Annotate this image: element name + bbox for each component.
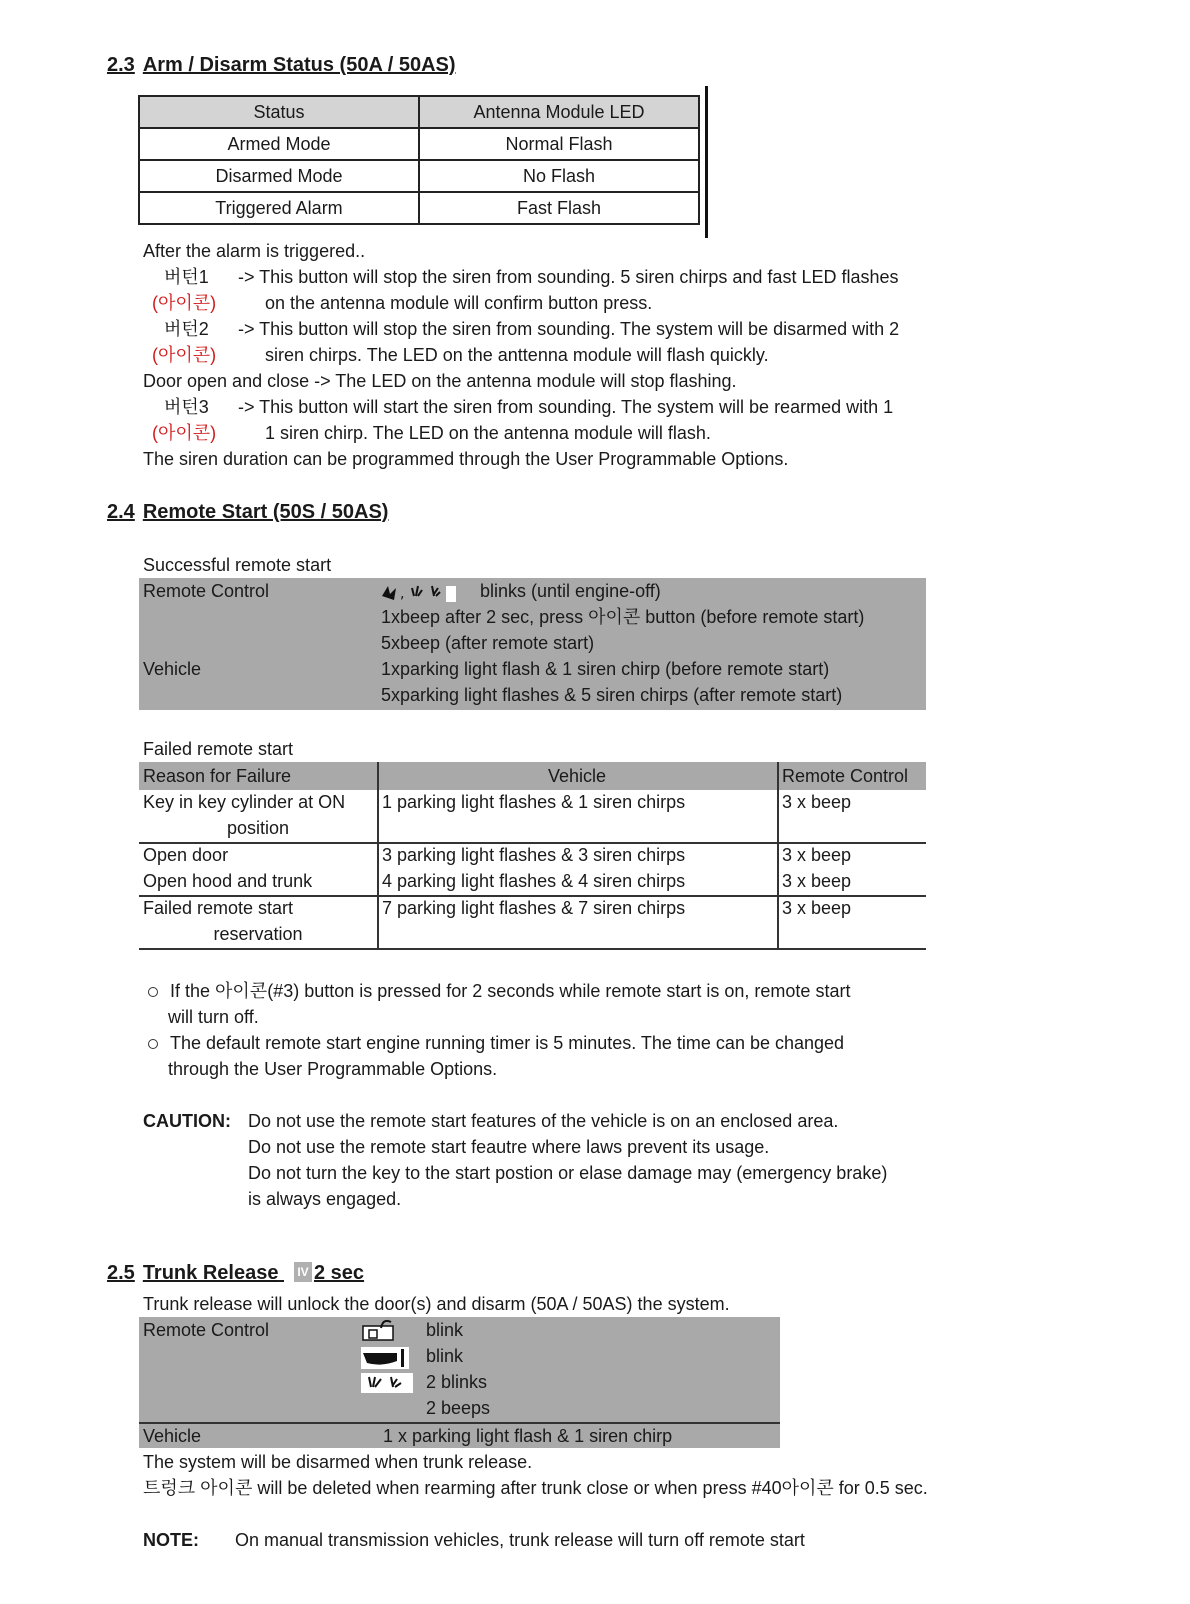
section-title: Trunk Release: [142, 1262, 279, 1284]
trunk-vehicle-label: Vehicle: [143, 1426, 202, 1446]
failed-remote-start-label: Failed remote start: [143, 739, 294, 759]
lock-flash-icon: [378, 582, 458, 604]
trunk-remote-line: blink: [426, 1320, 464, 1340]
bullet-icon: [148, 987, 158, 997]
trunk-intro-text: Trunk release will unlock the door(s) and disarm (50A / 50AS) the system.: [143, 1294, 730, 1314]
button2-text-cont: siren chirps. The LED on the anttenna module will flash quickly.: [265, 345, 769, 365]
caution-label: CAUTION:: [143, 1111, 231, 1131]
remote-line: 1xbeep after 2 sec, press 아이콘 button (before remote start): [381, 607, 865, 627]
reason-cell: Open hood and trunk: [143, 871, 313, 891]
vehicle-cell: 3 parking light flashes & 3 siren chirps: [382, 845, 686, 865]
caution-line: Do not use the remote start feautre where laws prevent its usage.: [248, 1137, 770, 1157]
vehicle-cell: 1 parking light flashes & 1 siren chirps: [382, 792, 686, 812]
section-number: 2.3: [107, 54, 135, 76]
button1-text-cont: on the antenna module will confirm button press.: [265, 293, 653, 313]
bullet-item: [148, 978, 850, 1004]
button2-label: 버턴2: [164, 319, 209, 339]
reason-cell-cont: reservation: [213, 924, 303, 944]
caution-line: Do not use the remote start features of the vehicle is on an enclosed area.: [248, 1111, 839, 1131]
disarm-note: The system will be disarmed when trunk release.: [143, 1452, 533, 1472]
trunk-remote-line: 2 blinks: [426, 1372, 488, 1392]
reason-header: Reason for Failure: [143, 766, 292, 786]
siren-duration-text: The siren duration can be programmed through the User Programmable Options.: [143, 449, 789, 469]
caution-line: is always engaged.: [248, 1189, 402, 1209]
reason-cell: Key in key cylinder at ON: [143, 792, 346, 812]
button3-text: -> This button will start the siren from sounding. The system will be rearmed with 1: [238, 397, 894, 417]
table-row: [139, 192, 699, 224]
remote-header: Remote Control: [782, 766, 909, 786]
section-title: Remote Start (50S / 50AS): [142, 501, 389, 523]
status-cell: Triggered Alarm: [139, 192, 419, 224]
led-header: Antenna Module LED: [419, 96, 699, 128]
trunk-open-icon: [361, 1347, 409, 1374]
reason-cell: Failed remote start: [143, 898, 294, 918]
table-row: [139, 128, 699, 160]
status-cell: Disarmed Mode: [139, 160, 419, 192]
vertical-divider: [705, 86, 708, 238]
section-2-5-heading: [107, 1262, 364, 1285]
vehicle-cell: 4 parking light flashes & 4 siren chirps: [382, 871, 686, 891]
row-divider: [139, 948, 926, 950]
icon-tag: (아이콘): [152, 423, 217, 443]
caution-line: Do not turn the key to the start postion or elase damage may (emergency brake): [248, 1163, 888, 1183]
arm-disarm-status-table: [138, 95, 700, 225]
button2-text: -> This button will stop the siren from sounding. The system will be disarmed with 2: [238, 319, 900, 339]
trunk-remote-label: Remote Control: [143, 1320, 270, 1340]
vehicle-label: Vehicle: [143, 659, 202, 679]
status-header: Status: [139, 96, 419, 128]
section-number: 2.5: [107, 1262, 135, 1284]
bullet-item: [148, 1030, 844, 1056]
note-label: NOTE:: [143, 1530, 199, 1550]
column-divider: [777, 762, 779, 948]
vehicle-line: 5xparking light flashes & 5 siren chirps (after remote start): [381, 685, 843, 705]
remote-cell: 3 x beep: [782, 792, 852, 812]
trunk-button-icon: [294, 1262, 312, 1282]
remote-control-label: Remote Control: [143, 581, 270, 601]
led-cell: Normal Flash: [419, 128, 699, 160]
caution-label-text: CAUTION: [143, 1111, 225, 1131]
door-open-text: Door open and close -> The LED on the antenna module will stop flashing.: [143, 371, 737, 391]
bullet-text: The default remote start engine running timer is 5 minutes. The time can be changed: [170, 1033, 845, 1053]
led-cell: Fast Flash: [419, 192, 699, 224]
status-cell: Armed Mode: [139, 128, 419, 160]
section-number: 2.4: [107, 501, 135, 523]
trunk-button-icon-letter: IV: [297, 1265, 309, 1279]
reason-cell: Open door: [143, 845, 229, 865]
flash-icon: [361, 1373, 413, 1398]
after-triggered-text: After the alarm is triggered..: [143, 241, 366, 261]
button3-label: 버턴3: [164, 397, 209, 417]
trunk-remote-line: 2 beeps: [426, 1398, 491, 1418]
trunk-vehicle-text: 1 x parking light flash & 1 siren chirp: [383, 1426, 673, 1446]
table-row: [139, 160, 699, 192]
section-2-4-heading: [107, 501, 388, 524]
section-title-suffix: 2 sec: [314, 1262, 365, 1284]
delete-note: 트렁크 아이콘 will be deleted when rearming after trunk close or when press #40아이콘 for 0.5 sec.: [143, 1478, 928, 1498]
remote-cell: 3 x beep: [782, 845, 852, 865]
button1-label: 버턴1: [164, 267, 209, 287]
bullet-text-cont: through the User Programmable Options.: [168, 1059, 498, 1079]
remote-line: blinks (until engine-off): [480, 581, 661, 601]
button1-text: -> This button will stop the siren from sounding. 5 siren chirps and fast LED flashes: [238, 267, 899, 287]
reason-cell-cont: position: [226, 818, 290, 838]
svg-text:,: ,: [400, 586, 405, 602]
bullet-text: If the 아이콘(#3) button is pressed for 2 seconds while remote start is on, remote start: [170, 981, 851, 1001]
led-cell: No Flash: [419, 160, 699, 192]
column-divider: [377, 762, 379, 948]
remote-line: 5xbeep (after remote start): [381, 633, 595, 653]
button3-text-cont: 1 siren chirp. The LED on the antenna module will flash.: [265, 423, 711, 443]
remote-cell: 3 x beep: [782, 898, 852, 918]
note-text: On manual transmission vehicles, trunk release will turn off remote start: [235, 1530, 805, 1550]
section-2-3-heading: [107, 54, 456, 77]
bullet-icon: [148, 1039, 158, 1049]
vehicle-cell: 7 parking light flashes & 7 siren chirps: [382, 898, 686, 918]
vehicle-line: 1xparking light flash & 1 siren chirp (before remote start): [381, 659, 830, 679]
remote-cell: 3 x beep: [782, 871, 852, 891]
unlock-icon: [361, 1318, 395, 1347]
section-title: Arm / Disarm Status (50A / 50AS): [142, 54, 456, 76]
icon-tag: (아이콘): [152, 293, 217, 313]
bullet-text-cont: will turn off.: [168, 1007, 259, 1027]
vehicle-header: Vehicle: [547, 766, 607, 786]
trunk-remote-line: blink: [426, 1346, 464, 1366]
icon-tag: (아이콘): [152, 345, 217, 365]
successful-remote-start-label: Successful remote start: [143, 555, 332, 575]
